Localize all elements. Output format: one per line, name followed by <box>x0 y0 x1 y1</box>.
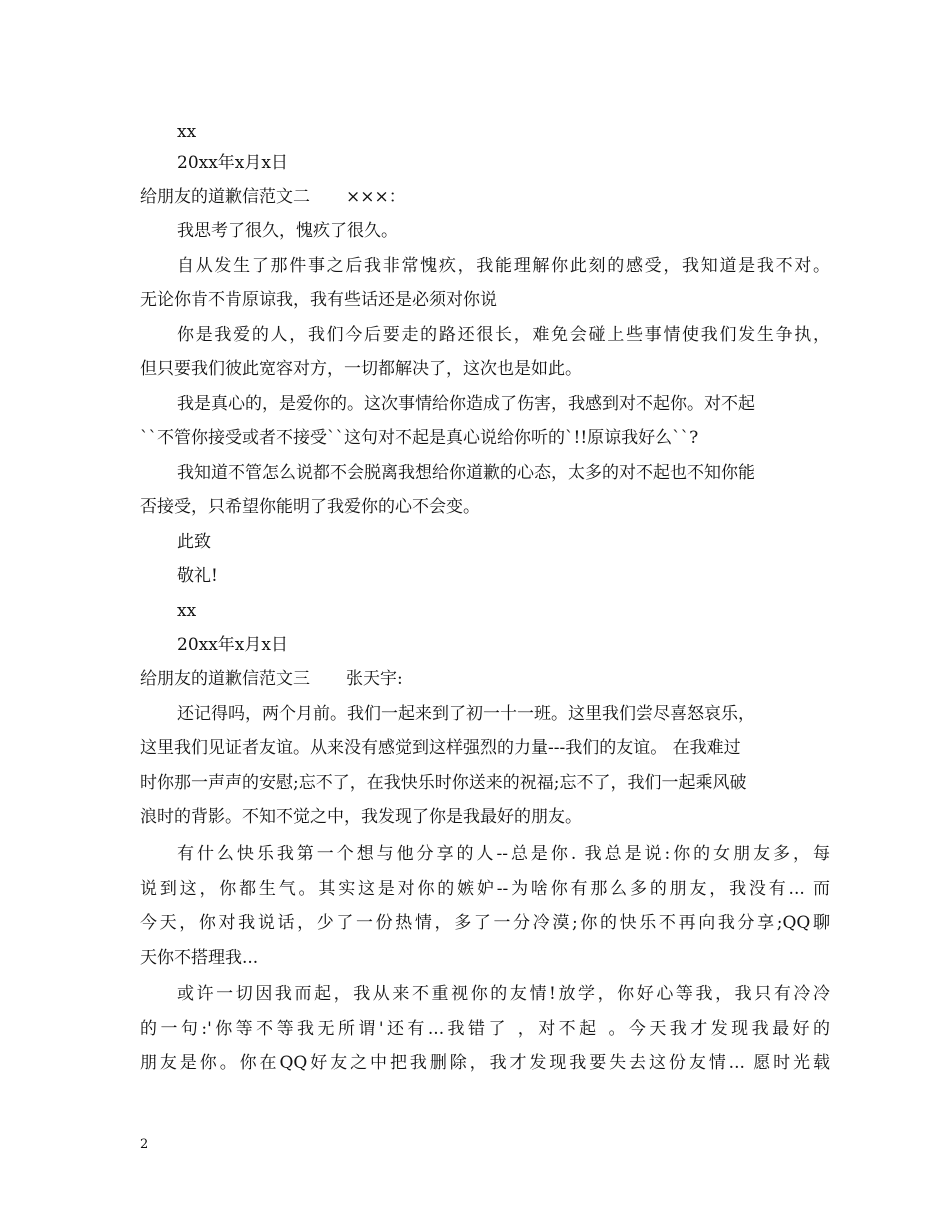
paragraph-line: 天你不搭理我... <box>140 948 259 968</box>
letter2-salutation: ×××： <box>346 187 406 207</box>
signature-date: 20xx年x月x日 <box>177 635 288 655</box>
paragraph-line: 的一句:'你等不等我无所谓'还有...我错了 ，对不起 。今天我才发现我最好的 <box>140 1019 830 1039</box>
letter2-heading: 给朋友的道歉信范文二 <box>140 187 310 207</box>
letter3-heading-line <box>140 668 830 690</box>
paragraph-line: 或许一切因我而起，我从来不重视你的友情!放学，你好心等我，我只有冷冷 <box>177 984 830 1004</box>
paragraph-line: 今天，你对我说话，少了一份热情，多了一分冷漠;你的快乐不再向我分享;QQ聊 <box>140 913 830 933</box>
paragraph-line: 浪时的背影。不知不觉之中，我发现了你是我最好的朋友。 <box>140 807 582 827</box>
signature-date: 20xx年x月x日 <box>177 153 288 173</box>
signature-name: xx <box>177 122 197 142</box>
paragraph-line: 但只要我们彼此宽容对方，一切都解决了，这次也是如此。 <box>140 359 582 379</box>
paragraph-line: 有什么快乐我第一个想与他分享的人--总是你. 我总是说:你的女朋友多，每 <box>177 844 830 864</box>
signature-name: xx <box>177 601 197 621</box>
paragraph-line: 说到这，你都生气。其实这是对你的嫉妒--为啥你有那么多的朋友，我没有... 而 <box>140 879 830 899</box>
letter3-salutation: 张天宇: <box>346 669 403 689</box>
paragraph-line: ``不管你接受或者不接受``这句对不起是真心说给你听的`!!原谅我好么``? <box>140 428 699 448</box>
letter2-heading-line <box>140 186 830 208</box>
paragraph-line: 否接受，只希望你能明了我爱你的心不会变。 <box>140 497 480 517</box>
paragraph-line: 我思考了很久，愧疚了很久。 <box>177 221 398 241</box>
paragraph-line: 自从发生了那件事之后我非常愧疚，我能理解你此刻的感受，我知道是我不对。 <box>177 256 830 276</box>
paragraph-line: 这里我们见证者友谊。从来没有感觉到这样强烈的力量---我们的友谊。 在我难过 <box>140 738 741 758</box>
closing-line: 此致 <box>177 532 211 552</box>
letter3-heading: 给朋友的道歉信范文三 <box>140 669 310 689</box>
paragraph-line: 时你那一声声的安慰;忘不了，在我快乐时你送来的祝福;忘不了，我们一起乘风破 <box>140 773 747 793</box>
paragraph-line: 朋友是你。你在QQ好友之中把我删除，我才发现我要失去这份友情... 愿时光载 <box>140 1053 830 1073</box>
paragraph-line: 我是真心的，是爱你的。这次事情给你造成了伤害，我感到对不起你。对不起 <box>177 394 755 414</box>
paragraph-line: 还记得吗，两个月前。我们一起来到了初一十一班。这里我们尝尽喜怒哀乐， <box>177 704 755 724</box>
paragraph-line: 你是我爱的人，我们今后要走的路还很长，难免会碰上些事情使我们发生争执， <box>177 325 830 345</box>
page-number: 2 <box>140 1137 149 1152</box>
closing-line: 敬礼! <box>177 566 218 586</box>
paragraph-line: 我知道不管怎么说都不会脱离我想给你道歉的心态，太多的对不起也不知你能 <box>177 463 755 483</box>
paragraph-line: 无论你肯不肯原谅我，我有些话还是必须对你说 <box>140 290 497 310</box>
